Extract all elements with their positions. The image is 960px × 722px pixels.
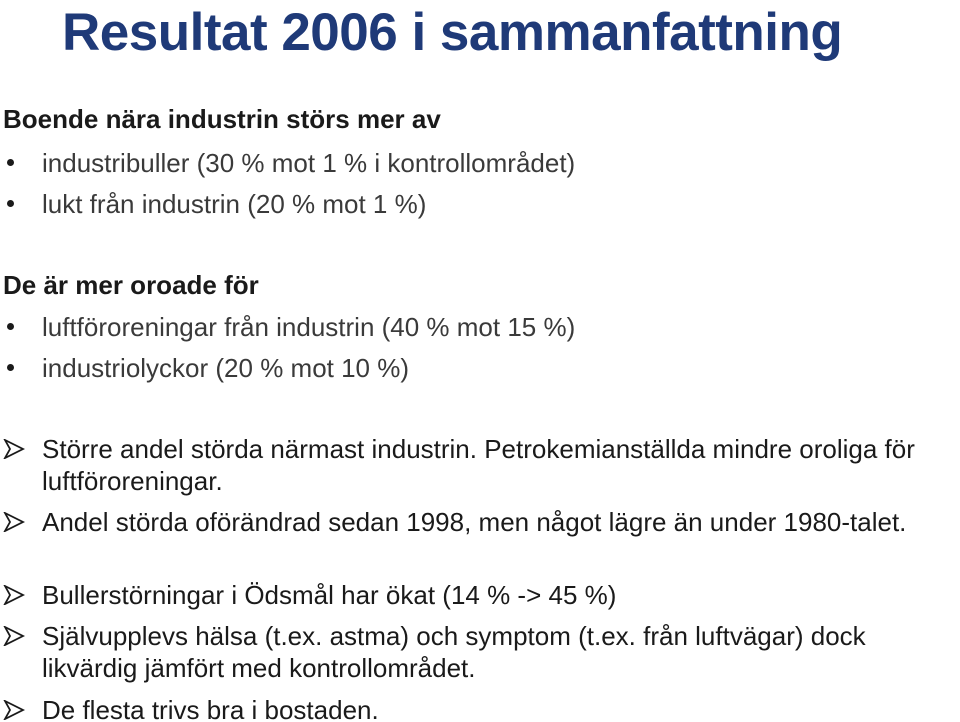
round-bullet-icon (7, 364, 14, 371)
section-heading-disturbed: Boende nära industrin störs mer av (3, 104, 441, 134)
round-bullet-icon (7, 323, 14, 330)
list-item (0, 147, 960, 183)
arrow-bullet-icon (3, 585, 25, 605)
bullet-text: industriolyckor (20 % mot 10 %) (42, 353, 410, 383)
list-item (0, 352, 960, 388)
conclusion-item (0, 694, 960, 722)
conclusion-text: Bullerstörningar i Ödsmål har ökat (14 % -> 45 %) (42, 580, 617, 610)
conclusion-item (0, 433, 960, 499)
conclusion-text: Självupplevs hälsa (t.ex. astma) och symptom (t.ex. från luftvägar) dock likvärdig jämfört med kontrollområdet. (42, 621, 866, 683)
conclusion-item (0, 579, 960, 613)
list-item (0, 188, 960, 224)
round-bullet-icon (7, 200, 14, 207)
arrow-bullet-icon (3, 439, 25, 459)
round-bullet-icon (7, 159, 14, 166)
arrow-bullet-icon (3, 700, 25, 720)
conclusion-text: Andel störda oförändrad sedan 1998, men något lägre än under 1980-talet. (42, 507, 907, 537)
bullet-text: lukt från industrin (20 % mot 1 %) (42, 189, 427, 219)
arrow-bullet-icon (3, 626, 25, 646)
conclusion-item (0, 506, 960, 572)
conclusion-text: Större andel störda närmast industrin. Petrokemianställda mindre oroliga för luftföroreningar. (42, 434, 915, 496)
bullet-text: industribuller (30 % mot 1 % i kontrollområdet) (42, 148, 576, 178)
list-item (0, 311, 960, 347)
section-heading-worried: De är mer oroade för (3, 270, 259, 300)
slide-title: Resultat 2006 i sammanfattning (62, 3, 843, 62)
conclusion-text: De flesta trivs bra i bostaden. (42, 695, 379, 722)
bullet-text: luftföroreningar från industrin (40 % mot 15 %) (42, 312, 576, 342)
arrow-bullet-icon (3, 512, 25, 532)
conclusion-item (0, 620, 960, 686)
